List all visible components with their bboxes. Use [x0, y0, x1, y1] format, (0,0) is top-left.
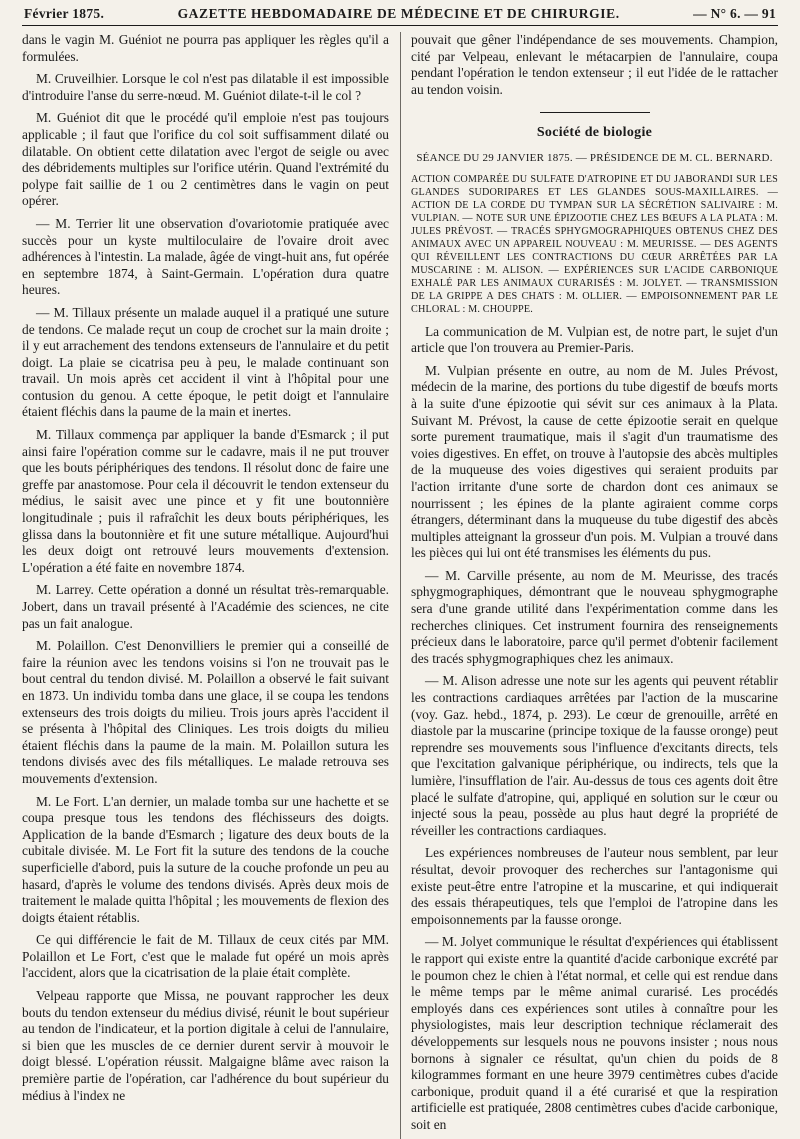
session-summary: ACTION COMPARÉE DU SULFATE D'ATROPINE ET DU JABORANDI SUR LES GLANDES SUDORIPARES ET LES GLANDES SOUS-MAXILLAIRES. — ACTION DE LA CORDE DU TYMPAN SUR LA SÉCRÉTION SALIVAIRE : M. VULPIAN. — NOTE SUR UNE ÉPIZOOTIE CHEZ LES BŒUFS A LA PLATA : M. JULES PRÉVOST. — TRACÉS SPHYGMOGRAPHIQUES OBTENUS CHEZ DES ANIMAUX AVEC UN APPAREIL NOUVEAU : M. MEURISSE. — DES AGENTS QUI RÉVEILLENT LES CONTRACTIONS DU CŒUR ARRÊTÉES PAR LA MUSCARINE : M. ALISON. — EXPÉRIENCES SUR L'ACIDE CARBONIQUE EXHALÉ PAR LES ANIMAUX CURARISÉS : M. JOLYET. — TRANSMISSION DE LA GRIPPE A DES CHATS : M. OLLIER. — EMPOISONNEMENT PAR LE CHLORAL : M. CHOUPPE.: [411, 173, 778, 315]
column-rule: [400, 32, 401, 1139]
paragraph: pouvait que gêner l'indépendance de ses mouvements. Champion, cité par Velpeau, enlevant le métacarpien de l'annulaire, coupa pendant l'opération le tendon extenseur ; il eut l'idée de le rattacher au tendon voisin.: [411, 32, 778, 97]
session-line: SÉANCE DU 29 JANVIER 1875. — PRÉSIDENCE DE M. CL. BERNARD.: [416, 151, 773, 164]
right-column: [411, 32, 778, 1139]
paragraph: M. Cruveilhier. Lorsque le col n'est pas dilatable il est impossible d'introduire l'anse du serre-nœud. M. Guéniot dilate-t-il le col ?: [22, 71, 389, 103]
header-title: GAZETTE HEBDOMADAIRE DE MÉDECINE ET DE CHIRURGIE.: [177, 6, 620, 21]
paragraph: dans le vagin M. Guéniot ne pourra pas appliquer les règles qu'il a formulées.: [22, 32, 389, 64]
section-separator: [540, 112, 650, 113]
paragraph: M. Larrey. Cette opération a donné un résultat très-remarquable. Jobert, dans un travail présenté à l'Académie des sciences, ne cite pas un fait analogue.: [22, 582, 389, 631]
paragraph: Ce qui différencie le fait de M. Tillaux de ceux cités par MM. Polaillon et Le Fort, c'est que le malade fut opéré un mois après l'accident, alors que la cicatrisation de la plaie était complète.: [22, 932, 389, 981]
left-column: [22, 32, 389, 1139]
paragraph: — M. Jolyet communique le résultat d'expériences qui établissent le rapport qui existe entre la quantité d'acide carbonique excrété par le poumon chez le chien à l'état normal, et celle qui est rendue dans le même temps par le même animal curarisé. Les procédés employés dans ces expériences sont utiles à connaître pour les physiologistes, mais leur description technique réclamerait des développements sur lesquels nous ne pouvons insister ; nous nous bornons à signaler ce résultat, qu'un chien du poids de 8 kilogrammes formant en une heure 3979 centimètres cubes d'acide carbonique, produit quand il a été curarisé et que la respiration artificielle est pratiquée, 2808 centimètres cubes d'acide carbonique, soit en: [411, 934, 778, 1132]
paragraph: — M. Tillaux présente un malade auquel il a pratiqué une suture de tendons. Ce malade reçut un coup de crochet sur la main droite ; il y eut arrachement des tendons extenseurs de l'annulaire et du petit doigt. La plaie se cicatrisa peu à peu, le malade continuant son travail. Un mois après cet accident il vint à l'hôpital pour une contusion du genou. A cette époque, le petit doigt et l'annulaire étaient fléchis dans la paume de la main et inertes.: [22, 304, 389, 420]
paragraph: Les expériences nombreuses de l'auteur nous semblent, par leur résultat, devoir provoquer des recherches sur l'antagonisme qui existe peut-être entre l'atropine et la muscarine, et qui indiquerait des essais thérapeutiques, tels que l'emploi de l'atropine dans les empoisonnements par la fausse oronge.: [411, 845, 778, 927]
paragraph: La communication de M. Vulpian est, de notre part, le sujet d'un article que l'on trouvera au Premier-Paris.: [411, 323, 778, 356]
paragraph: M. Vulpian présente en outre, au nom de M. Jules Prévost, médecin de la marine, des portions du tube digestif de bœufs morts à la suite d'une épizootie qui sévit sur ces animaux à la Plata. Suivant M. Prévost, la cause de cette épizootie serait en quelque sorte purement traumatique, mais il s'agit d'un traumatisme des voies digestives. En effet, on trouve à l'autopsie des abcès multiples de la muqueuse des voies digestives qui seraient produits par l'action irritante d'une sorte de chardon dont ces animaux se nourrissent ; les épines de la plante agiraient comme corps étrangers, déterminant dans la muqueuse du tube digestif des abcès multiples atteignant la grosseur d'un pois. M. Vulpian a trouvé dans les pièces qui lui ont été transmises les éléments du pus.: [411, 362, 778, 561]
header-issue-page: — N° 6. — 91: [693, 6, 776, 21]
paragraph: Velpeau rapporte que Missa, ne pouvant rapprocher les deux bouts du tendon extenseur du médius divisé, réunit le bout supérieur au tendon de l'indicateur, et la portion digitale à celui de l'annulaire, si bien que les muscles de ce dernier durent servir à mouvoir le doigt blessé. L'opération réussit. Malgaigne blâme avec raison la première partie de l'opération, car l'adhérence du bout supérieur du médius à l'index ne: [22, 988, 389, 1103]
paragraph: M. Tillaux commença par appliquer la bande d'Esmarck ; il put ainsi faire l'opération comme sur le cadavre, mais il ne put trouver que les bouts périphériques des tendons. Il résolut donc de faire une greffe par anastomose. Pour cela il découvrit le tendon extenseur du médius, le saisit avec une pince et y fit une boutonnière longitudinale ; puis il rafraîchit les deux bouts périphériques, les glissa dans la boutonnière et fit une suture métallique. Aujourd'hui les deux doigt ont retrouvé leurs mouvements d'extension. L'opération a été faite en novembre 1874.: [22, 427, 389, 575]
paragraph: — M. Terrier lit une observation d'ovariotomie pratiquée avec succès pour un kyste multiloculaire de l'ovaire droit avec adhérences à l'intestin. La malade, âgée de vingt-huit ans, fut opérée en septembre 1874, à Saint-Germain. L'opération dura quatre heures.: [22, 215, 389, 298]
paragraph: M. Guéniot dit que le procédé qu'il emploie n'est pas toujours applicable ; il faut que l'orifice du col soit suffisamment dilaté ou dilatable. On obtient cette dilatation avec l'ergot de seigle ou avec des débridements multiples sur l'orifice utérin. Quand l'extrémité du polype fait saillie de 1 ou 2 centimètres dans le vagin on peut opérer.: [22, 110, 389, 209]
section-title: Société de biologie: [536, 125, 653, 141]
paragraph: M. Le Fort. L'an dernier, un malade tomba sur une hachette et se coupa presque tous les tendons des fléchisseurs des doigts. Application de la bande d'Esmarch ; ligature des deux bouts de la cubitale divisée. M. Le Fort fit la suture des tendons de la couche superficielle d'abord, puis la suture de la couche profonde un peu au hasard, d'après le volume des tendons divisés. Après deux mois de traitement le malade quitta l'hôpital ; les mouvements de flexion des doigts étaient rétablis.: [22, 793, 389, 925]
paragraph: — M. Alison adresse une note sur les agents qui peuvent rétablir les contractions cardiaques arrêtées par l'action de la muscarine (voy. Gaz. hebd., 1874, p. 293). Le cœur de grenouille, arrêté en diastole par la muscarine (principe toxique de la fausse oronge) peut reprendre ses mouvements sous l'influence d'excitants directs, tels que l'excitation galvanique périphérique, ou indirects, tels que la lumière, l'insufflation de l'air. Au-dessus de tous ces agents doit être placé le sulfate d'atropine, qui, appliqué en solution sur le cœur ou injecté sous la peau, possède au plus haut degré la propriété de réveiller les contractions cardiaques.: [411, 673, 778, 838]
header-date: Février 1875.: [24, 6, 105, 21]
two-column-body: [22, 32, 778, 1139]
paragraph: M. Polaillon. C'est Denonvilliers le premier qui a conseillé de faire la réunion avec les tendons voisins si l'on ne trouvait pas le bout central du tendon divisé. M. Polaillon a observé le fait suivant en 1873. Un individu tomba dans une glace, il se coupa les tendons extenseurs des trois doigts du milieu. Trois jours après l'accident il se présenta à l'hôpital des Cliniques. Les trois doigts du milieu étaient fléchis dans la paume de la main. M. Polaillon sutura les tendons divisés avec des fils métalliques. Le malade retrouva ses mouvements d'extension.: [22, 638, 389, 786]
running-header: [22, 6, 778, 26]
paragraph: — M. Carville présente, au nom de M. Meurisse, des tracés sphygmographiques, démontrant que le nouveau sphygmographe sera d'une grande utilité dans l'expérimentation comme dans les recherches cliniques. Cet instrument fournira des renseignements précieux dans le laboratoire, parce qu'il permet d'obtenir facilement des tracés sphygmographiques chez les animaux.: [411, 567, 778, 666]
